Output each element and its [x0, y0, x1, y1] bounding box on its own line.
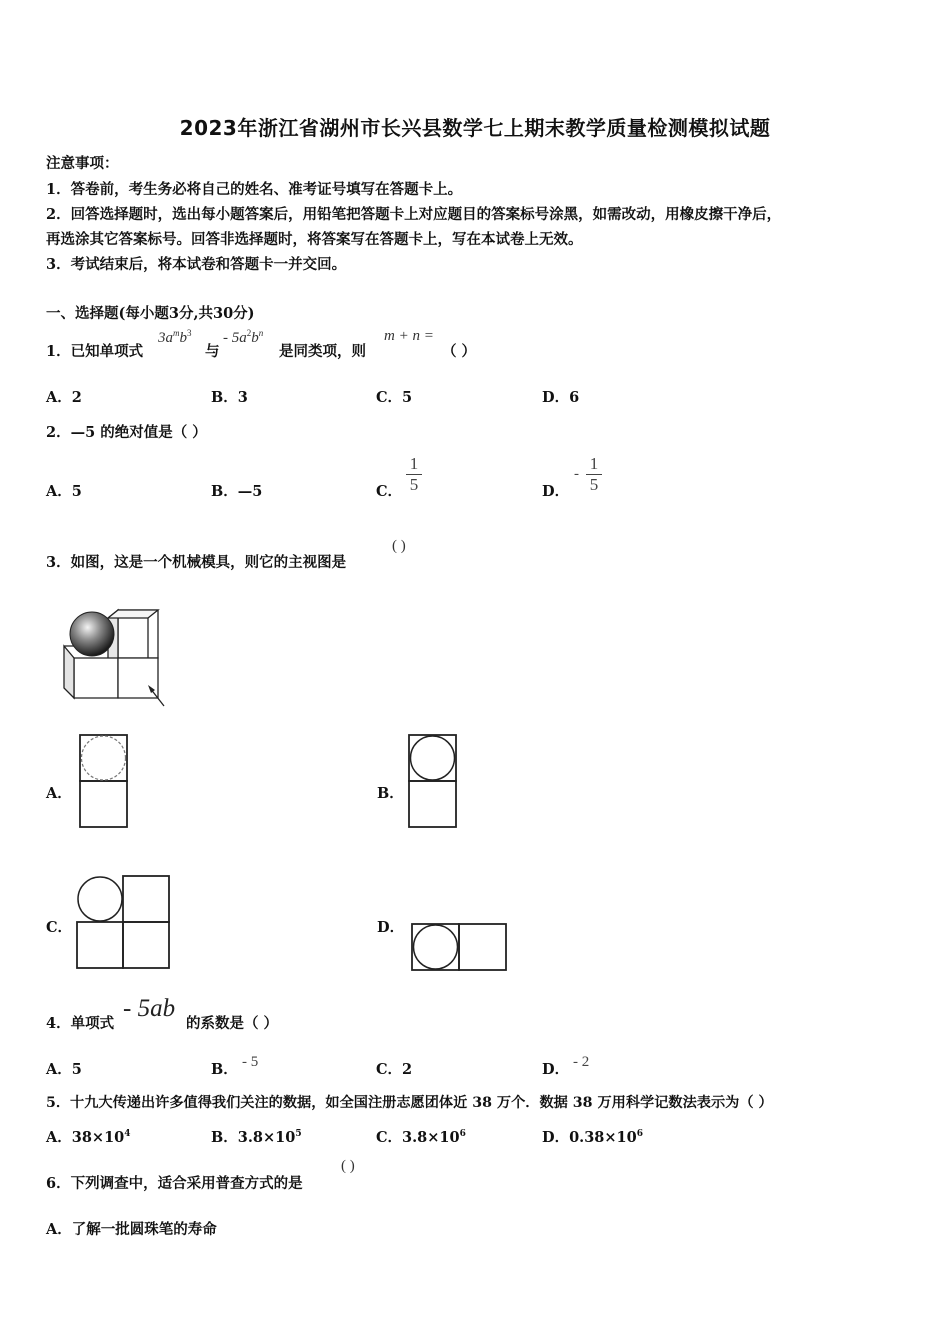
notice-item-3: 3．考试结束后，将本试卷和答题卡一并交回。: [46, 256, 347, 273]
q1-option-d: D．6: [542, 389, 580, 406]
q4-option-c: C．2: [376, 1061, 413, 1078]
q1-mid: 与: [205, 343, 220, 360]
q4-option-b: B．: [211, 1061, 238, 1078]
q1-suffix: 是同类项，则: [279, 343, 366, 360]
notice-item-2: 2．回答选择题时，选出每小题答案后，用铅笔把答题卡上对应题目的答案标号涂黑，如需改动，用橡皮擦干净后，: [46, 206, 782, 223]
q3-option-a: A．: [46, 785, 72, 802]
q1-option-a: A．2: [46, 389, 82, 406]
q6-option-a: A．了解一批圆珠笔的寿命: [46, 1221, 217, 1238]
q5-option-c: C．$3.8\times 10^6$: [376, 1129, 466, 1146]
q1-expr2: - $5a^2b^n$: [223, 328, 264, 346]
q4-option-d-value: - 2: [573, 1054, 590, 1070]
q2-fraction-d-sign: -: [574, 466, 579, 482]
q2-option-a: A．5: [46, 483, 82, 500]
q4-option-b-value: - 5: [242, 1054, 259, 1070]
q4-prefix: 4．单项式: [46, 1015, 115, 1032]
q2-fraction-c: 1 5: [406, 454, 422, 495]
q1-option-c: C．5: [376, 389, 413, 406]
notice-heading: 注意事项：: [46, 155, 119, 172]
q1-option-b: B．3: [211, 389, 248, 406]
q3-option-c-figure: [75, 874, 173, 972]
section-heading: 一、选择题(每小题3分,共30分): [46, 305, 255, 322]
page-title: 2023年浙江省湖州市长兴县数学七上期末教学质量检测模拟试题: [179, 116, 771, 140]
notice-item-2-cont: 再选涂其它答案标号。回答非选择题时，将答案写在答题卡上，写在本试卷上无效。: [46, 231, 583, 248]
q4-option-a: A．5: [46, 1061, 82, 1078]
q3-option-c: C．: [46, 919, 73, 936]
q3-mold-figure: [56, 600, 168, 710]
q5-option-b: B．$3.8\times 10^5$: [211, 1129, 302, 1146]
q6-text: 6．下列调查中，适合采用普查方式的是: [46, 1175, 303, 1192]
q4-expr: - 5ab: [123, 995, 176, 1022]
q5-option-d: D．$0.38\times 10^6$: [542, 1129, 643, 1146]
q1-expr3: m + n =: [384, 328, 434, 344]
q3-option-a-figure: [79, 734, 129, 830]
q3-option-b: B．: [377, 785, 404, 802]
q6-paren: ( ): [341, 1158, 355, 1174]
q4-suffix: 的系数是（ ）: [186, 1015, 279, 1032]
q1-prefix: 1．已知单项式: [46, 343, 144, 360]
q3-text: 3．如图，这是一个机械模具，则它的主视图是: [46, 554, 347, 571]
q3-option-d-figure: [410, 922, 508, 972]
q5-text: 5．十九大传递出许多值得我们关注的数据，如全国注册志愿团体近 38 万个．数据 38 万用科学记数法表示为（ ）: [46, 1095, 773, 1111]
q3-option-d: D．: [377, 919, 405, 936]
q2-text: 2．—5 的绝对值是（ ）: [46, 424, 207, 441]
q2-option-d: D．: [542, 483, 570, 500]
q3-option-b-figure: [408, 734, 458, 830]
q1-expr1: $3a^mb^3$: [158, 328, 192, 346]
q5-option-a: A．$38\times 10^4$: [46, 1129, 131, 1146]
q4-option-d: D．: [542, 1061, 570, 1078]
notice-item-1: 1．答卷前，考生务必将自己的姓名、准考证号填写在答题卡上。: [46, 181, 463, 198]
q1-paren: （ ）: [442, 343, 477, 360]
q2-fraction-d: 1 5: [586, 454, 602, 495]
q2-option-c: C．: [376, 483, 403, 500]
q2-option-b: B．—5: [211, 483, 263, 500]
q3-paren: ( ): [392, 538, 406, 554]
